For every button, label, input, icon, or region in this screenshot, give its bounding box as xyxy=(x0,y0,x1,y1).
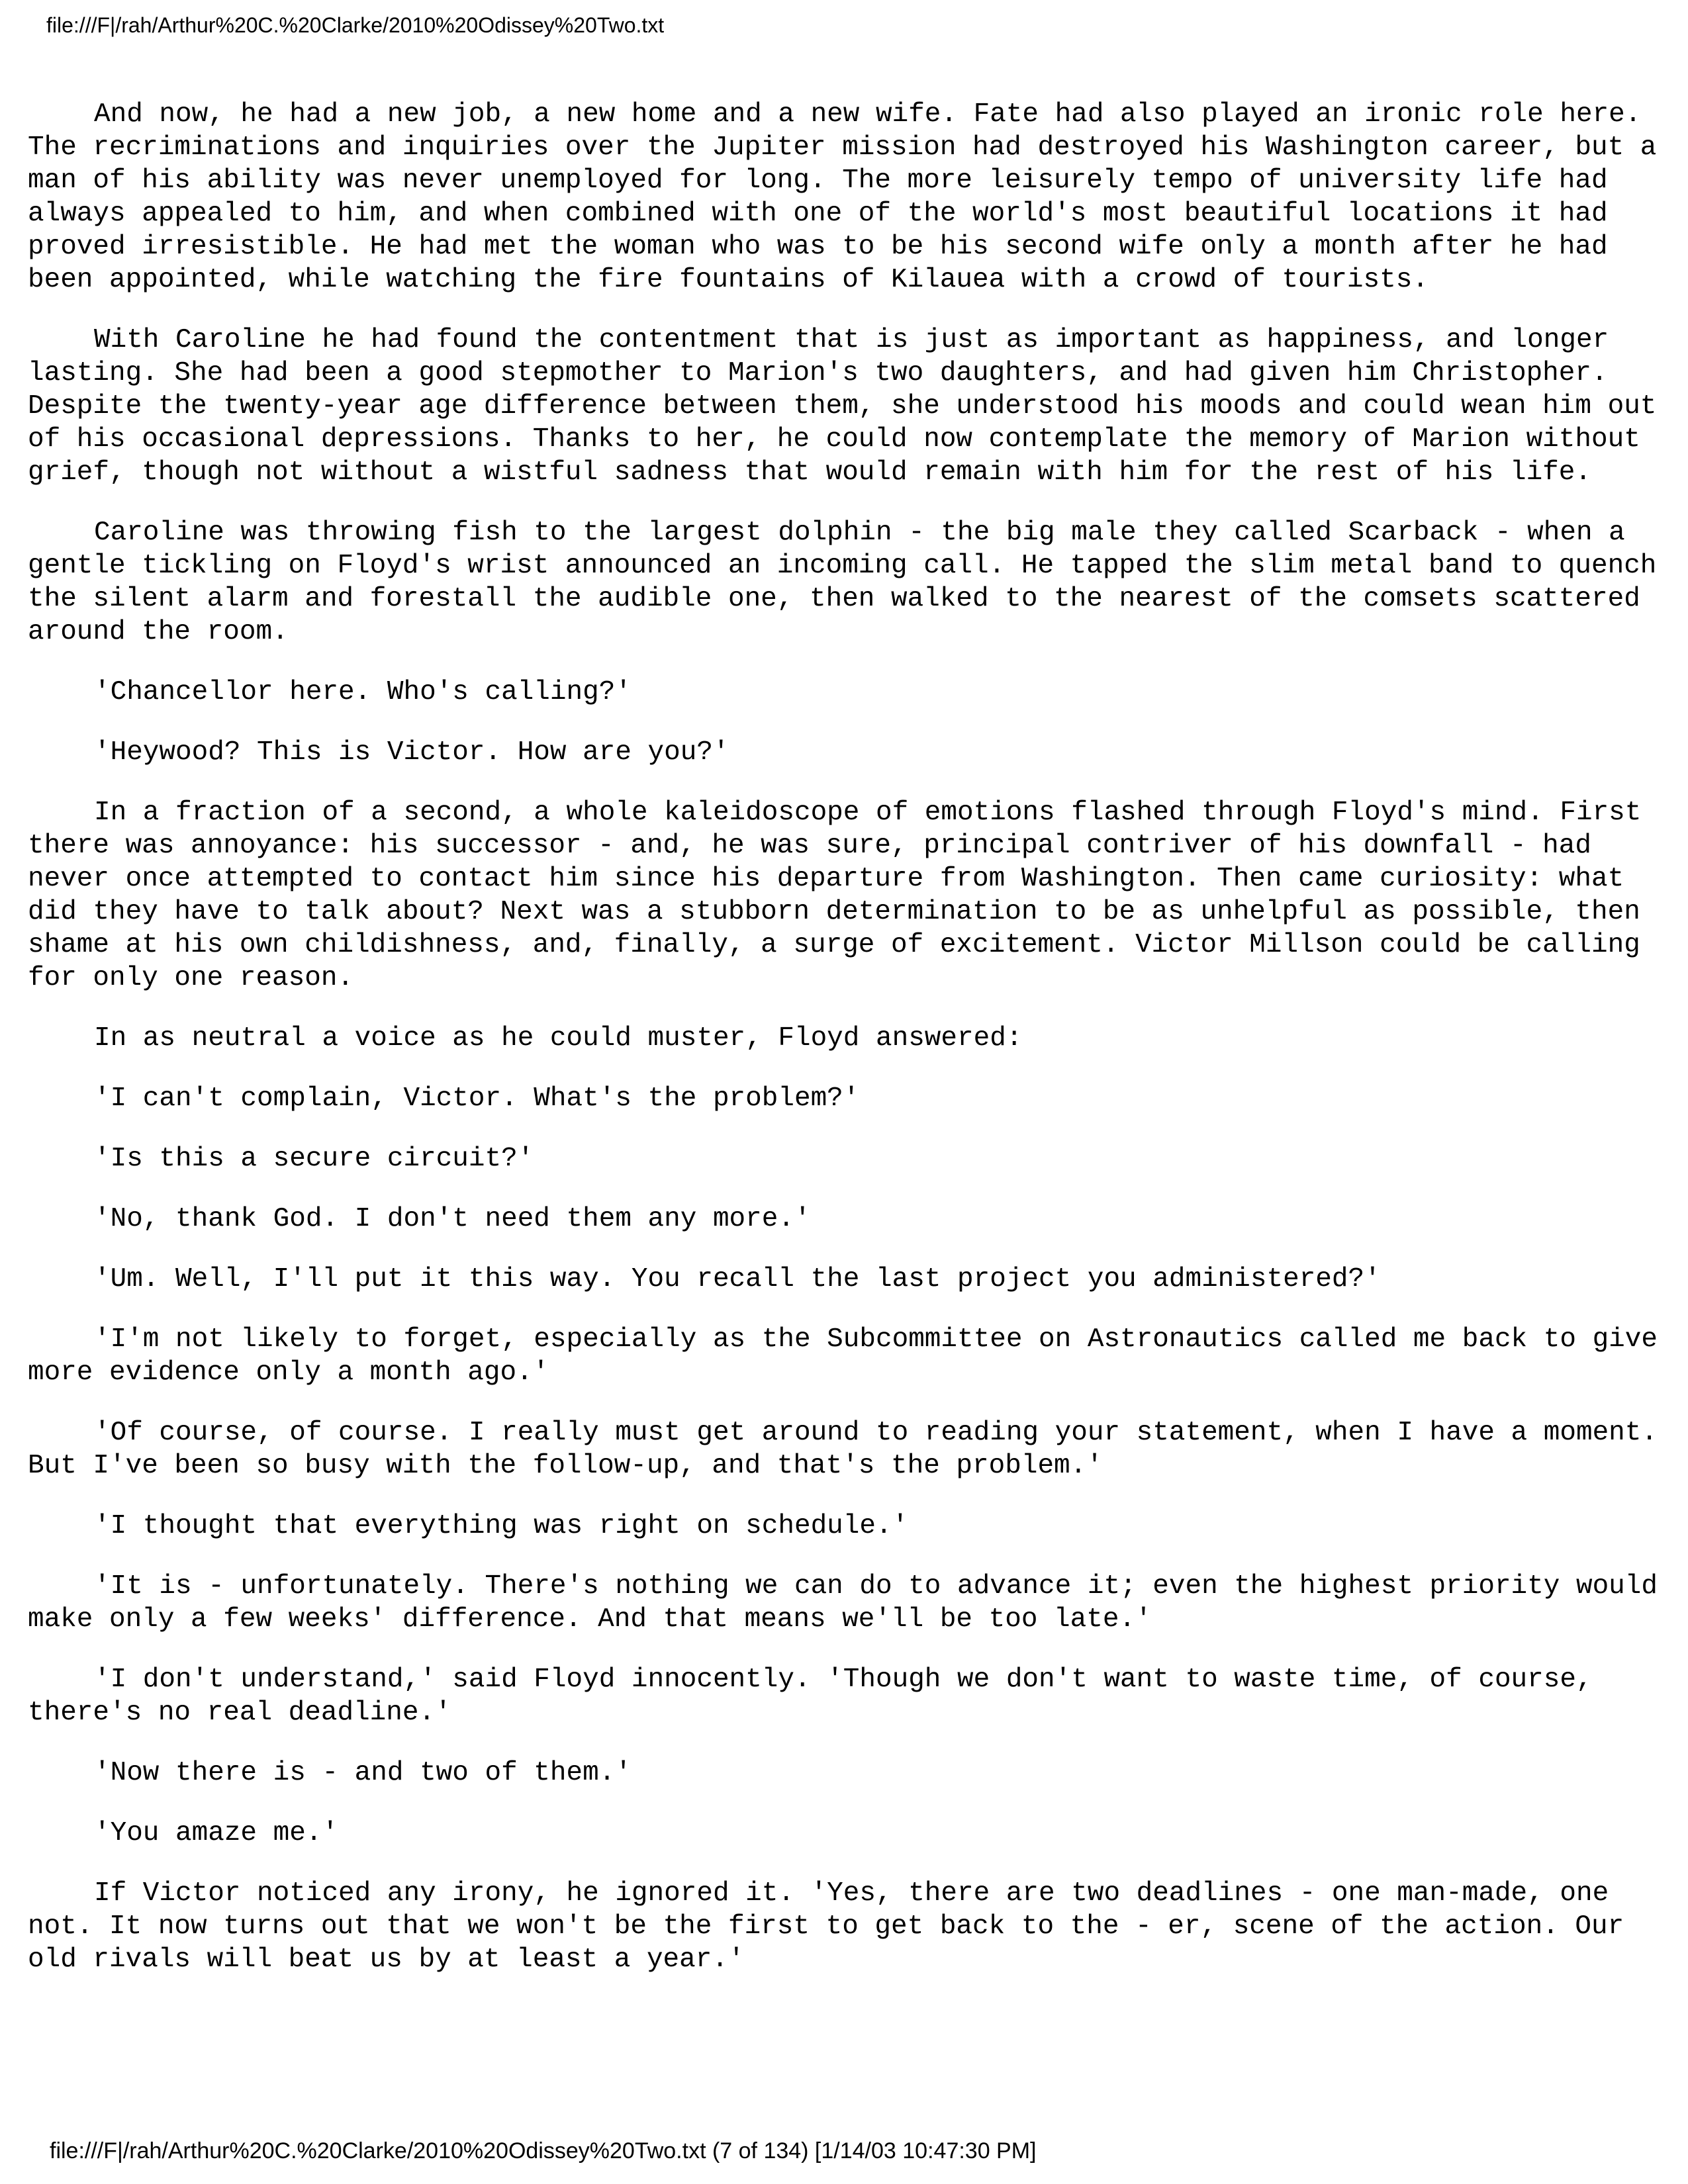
paragraph: 'Is this a secure circuit?' xyxy=(94,1144,534,1174)
paragraph: 'Now there is - and two of them.' xyxy=(94,1758,632,1788)
paragraph: If Victor noticed any irony, he ignored it. 'Yes, there are two deadlines - one man-made, one not. It now turns out that we won't be the first to get back to the - er, scene of the action. Our old rivals will beat us by at least a year.' xyxy=(28,1878,1624,1975)
paragraph: 'Heywood? This is Victor. How are you?' xyxy=(94,737,729,768)
paragraph: In a fraction of a second, a whole kaleidoscope of emotions flashed through Floyd's mind. First there was annoyance: his successor - and, he was sure, principal contriver of his downfall - had never once attempted to contact him since his departure from Washington. Then came curiosity: what did they have to talk about? Next was a stubborn determination to be as unhelpful as possible, then shame at his own childishness, and, finally, a surge of excitement. Victor Millson could be calling for only one reason. xyxy=(28,797,1642,993)
paragraph: 'I can't complain, Victor. What's the problem?' xyxy=(94,1083,860,1114)
paragraph: 'It is - unfortunately. There's nothing we can do to advance it; even the highest priority would make only a few weeks' difference. And that means we'll be too late.' xyxy=(28,1571,1658,1635)
paragraph: 'I don't understand,' said Floyd innocently. 'Though we don't want to waste time, of course, there's no real deadline.' xyxy=(28,1664,1593,1728)
paragraph: 'I thought that everything was right on schedule.' xyxy=(94,1511,909,1541)
paragraph: 'I'm not likely to forget, especially as the Subcommittee on Astronautics called me back to give more evidence only a month ago.' xyxy=(28,1324,1658,1388)
paragraph: 'Um. Well, I'll put it this way. You recall the last project you administered?' xyxy=(94,1264,1381,1295)
paragraph: 'You amaze me.' xyxy=(94,1818,339,1848)
paragraph: 'Of course, of course. I really must get around to reading your statement, when I have a moment. But I've been so busy with the follow-up, and that's the problem.' xyxy=(28,1418,1658,1481)
paragraph: And now, he had a new job, a new home and a new wife. Fate had also played an ironic role here. The recriminations and inquiries over the Jupiter mission had destroyed his Washington career, but a man of his ability was never unemployed for long. The more leisurely tempo of university life had always appealed to him, and when combined with one of the world's most beautiful locations it had proved irresistible. He had met the woman who was to be his second wife only a month after he had been appointed, while watching the fire fountains of Kilauea with a crowd of tourists. xyxy=(28,99,1657,295)
document-body xyxy=(28,98,1669,2003)
paragraph: 'Chancellor here. Who's calling?' xyxy=(94,677,632,707)
page-header-url: file:///F|/rah/Arthur%20C.%20Clarke/2010%20Odissey%20Two.txt xyxy=(46,13,665,37)
paragraph: With Caroline he had found the contentment that is just as important as happiness, and longer lasting. She had been a good stepmother to Marion's two daughters, and had given him Christopher. Despite the twenty-year age difference between them, she understood his moods and could wean him out of his occasional depressions. Thanks to her, he could now contemplate the memory of Marion without grief, though not without a wistful sadness that would remain with him for the rest of his life. xyxy=(28,325,1657,488)
paragraph: Caroline was throwing fish to the largest dolphin - the big male they called Scarback - when a gentle tickling on Floyd's wrist announced an incoming call. He tapped the slim metal band to quench the silent alarm and forestall the audible one, then walked to the nearest of the comsets scattered around the room. xyxy=(28,518,1657,647)
paragraph: In as neutral a voice as he could muster, Floyd answered: xyxy=(94,1023,1023,1054)
page-footer-url: file:///F|/rah/Arthur%20C.%20Clarke/2010%20Odissey%20Two.txt (7 of 134) [1/14/03 10:47:30 PM] xyxy=(50,2138,1037,2163)
paragraph: 'No, thank God. I don't need them any more.' xyxy=(94,1204,811,1234)
